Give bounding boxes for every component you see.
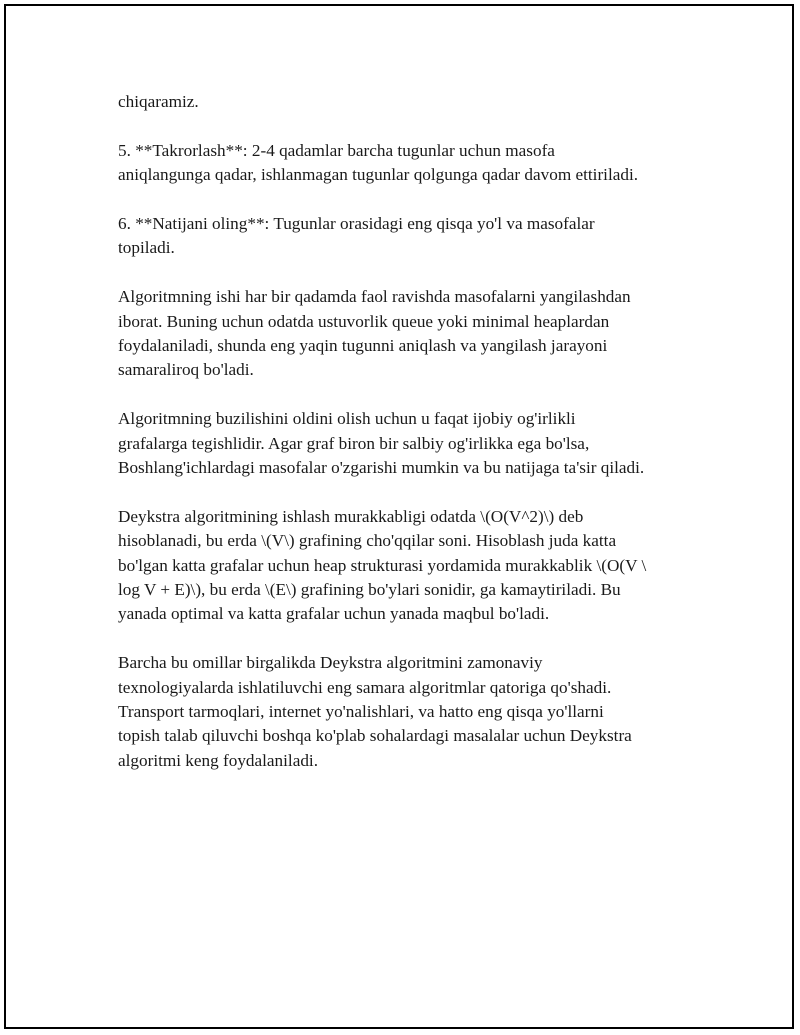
paragraph-continuation: chiqaramiz. xyxy=(118,92,199,111)
paragraph-complexity: Deykstra algoritmining ishlash murakkabligi odatda \(O(V^2)\) deb hisoblanadi, bu erda \(V\) grafining cho'qqilar soni. Hisoblash juda katta bo'lgan katta grafalar uchun heap strukturasi yordamida murakkablik \(O(V \ log V + E)\), bu erda \(E\) grafining bo'ylari sonidir, ga kamaytiriladi. Bu yanada optimal va katta grafalar uchun yanada maqbul bo'ladi. xyxy=(118,506,647,624)
paragraph-conclusion: Barcha bu omillar birgalikda Deykstra algoritmini zamonaviy texnologiyalarda ishlatiluvchi eng samara algoritmlar qatoriga qo'shadi. Transport tarmoqlari, internet yo'nalishlari, va hatto eng qisqa yo'llarni topish talab qiluvchi boshqa ko'plab sohalardagi masalalar uchun Deykstra algoritmi keng foydalaniladi. xyxy=(118,653,632,770)
paragraph-positive-weights: Algoritmning buzilishini oldini olish uchun u faqat ijobiy og'irlikli grafalarga tegishlidir. Agar graf biron bir salbiy og'irlikka ega bo'lsa, Boshlang'ichlardagi masofalar o'zgarishi mumkin va bu natijaga ta'sir qiladi. xyxy=(118,409,645,478)
paragraph-step-5: 5. **Takrorlash**: 2-4 qadamlar barcha tugunlar uchun masofa aniqlangunga qadar, ishlanmagan tugunlar qolgunga qadar davom ettiriladi. xyxy=(118,140,639,185)
paragraph-step-6: 6. **Natijani oling**: Tugunlar orasidagi eng qisqa yo'l va masofalar topiladi. xyxy=(118,214,595,258)
paragraph-algorithm-work: Algoritmning ishi har bir qadamda faol ravishda masofalarni yangilashdan iborat. Buning uchun odatda ustuvorlik queue yoki minimal heaplardan foydalaniladi, shunda eng yaqin tugunni aniqlash va yangilash jarayoni samaraliroq bo'ladi. xyxy=(118,287,631,380)
document-body xyxy=(118,90,698,798)
